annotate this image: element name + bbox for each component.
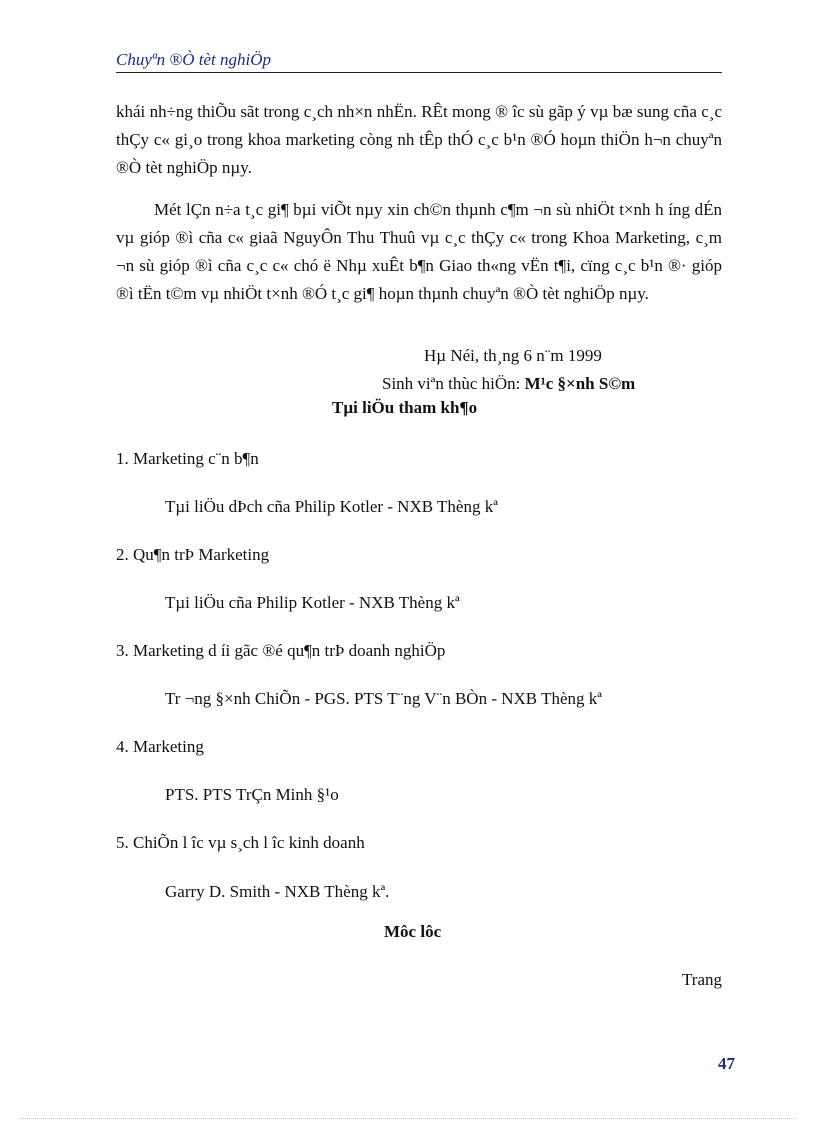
header-title: Chuyªn ®Ò tèt nghiÖp [116, 50, 272, 69]
toc-page-label: Trang [682, 970, 722, 989]
reference-title-3: 3. Marketing d íi gãc ®é qu¶n trÞ doanh nghiÖp [116, 641, 446, 660]
reference-title-2: 2. Qu¶n trÞ Marketing [116, 545, 270, 564]
reference-title-4: 4. Marketing [116, 737, 204, 756]
body-paragraph-1: khái nh÷ng thiÕu sãt trong c¸ch nh×n nhËn. RÊt mong ® îc sù gãp ý vµ bæ sung cña c¸c thÇy c« gi¸o trong khoa marketing còng nh tÊp thÓ c¸c b¹n ®Ó hoµn thiÖn h¬n chuyªn ®Ò tèt nghiÖp nµy. [116, 102, 722, 177]
reference-title-1: 1. Marketing c¨n b¶n [116, 449, 259, 468]
page-header [116, 50, 722, 73]
body-paragraph-2: Mét lÇn n÷a t¸c gi¶ bµi viÕt nµy xin ch©n thµnh c¶m ¬n sù nhiÖt t×nh h íng dÉn vµ gióp ®ì cña c« giaã NguyÔn Thu Thuû vµ c¸c thÇy c« trong Khoa Marketing, c¸m ¬n sù gióp ®ì cña c¸c c« chó ë Nhµ xuÊt b¶n Giao th«ng vËn t¶i, cïng c¸c b¹n ®· gióp ®ì tËn t©m vµ nhiÖt t×nh ®Ó t¸c gi¶ hoµn thµnh chuyªn ®Ò tèt nghiÖp nµy. [116, 200, 722, 303]
references-heading: Tµi liÖu tham kh¶o [332, 398, 478, 417]
page-bottom-border [20, 1118, 796, 1119]
page-number: 47 [718, 1054, 735, 1073]
reference-source-5: Garry D. Smith - NXB Thèng kª. [165, 882, 390, 901]
author-prefix: Sinh viªn thùc hiÖn: [382, 374, 525, 393]
reference-source-1: Tµi liÖu dÞch cña Philip Kotler - NXB Thèng kª [165, 497, 498, 516]
reference-source-4: PTS. PTS TrÇn Minh §¹o [165, 785, 339, 804]
reference-source-2: Tµi liÖu cña Philip Kotler - NXB Thèng kª [165, 593, 460, 612]
author-line [382, 374, 635, 394]
author-name: M¹c §×nh S©m [524, 374, 636, 393]
reference-title-5: 5. ChiÕn l îc vµ s¸ch l îc kinh doanh [116, 833, 365, 852]
toc-heading: Môc lôc [384, 922, 442, 941]
reference-source-3: Tr ¬ng §×nh ChiÕn - PGS. PTS T¨ng V¨n BÒn - NXB Thèng kª [165, 689, 602, 708]
date-line: Hµ Néi, th¸ng 6 n¨m 1999 [424, 346, 602, 365]
